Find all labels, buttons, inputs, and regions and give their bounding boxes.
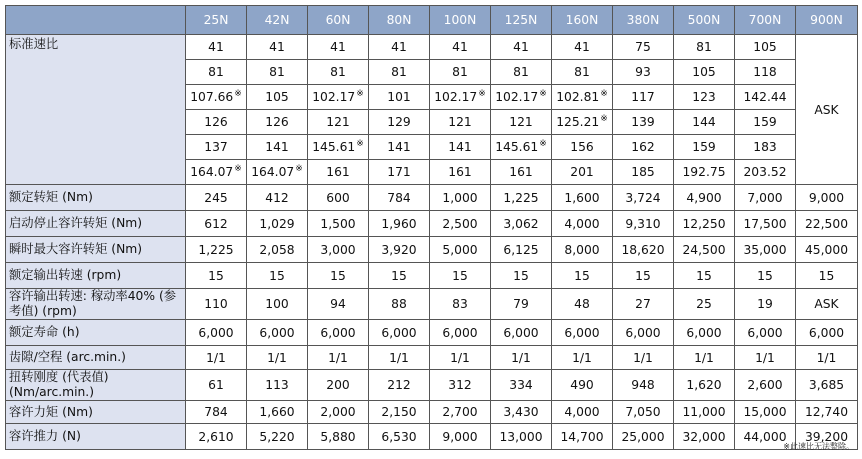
spec-value: 11,000 bbox=[674, 401, 735, 424]
ratio-value: 105 bbox=[265, 90, 289, 104]
spec-value: 48 bbox=[552, 289, 613, 320]
spec-label: 齿隙/空程 (arc.min.) bbox=[6, 346, 186, 370]
spec-value: 784 bbox=[186, 401, 247, 424]
ratio-cell bbox=[308, 85, 369, 110]
header-corner-cell bbox=[6, 6, 186, 35]
ratio-value: 81 bbox=[269, 65, 285, 79]
ratio-cell bbox=[491, 35, 552, 60]
ratio-cell bbox=[247, 110, 308, 135]
spec-value: 6,000 bbox=[491, 320, 552, 346]
ratio-cell bbox=[186, 35, 247, 60]
ratio-value: 41 bbox=[513, 40, 529, 54]
ratio-value: 41 bbox=[574, 40, 590, 54]
spec-value: 2,058 bbox=[247, 237, 308, 263]
ratio-value: 183 bbox=[753, 140, 777, 154]
spec-value: 2,150 bbox=[369, 401, 430, 424]
spec-value: 334 bbox=[491, 370, 552, 401]
ratio-row bbox=[6, 35, 858, 60]
ratio-value: 41 bbox=[269, 40, 285, 54]
spec-value: 9,000 bbox=[430, 424, 491, 450]
spec-value: 17,500 bbox=[735, 211, 796, 237]
ratio-value: 81 bbox=[208, 65, 224, 79]
spec-value: 3,724 bbox=[613, 185, 674, 211]
spec-row bbox=[6, 211, 858, 237]
ratio-value: 41 bbox=[208, 40, 224, 54]
ratio-cell bbox=[369, 160, 430, 185]
spec-value: 61 bbox=[186, 370, 247, 401]
spec-value: 948 bbox=[613, 370, 674, 401]
spec-value: 3,920 bbox=[369, 237, 430, 263]
ratio-cell bbox=[369, 110, 430, 135]
spec-value: 24,500 bbox=[674, 237, 735, 263]
spec-row bbox=[6, 185, 858, 211]
ratio-cell bbox=[552, 160, 613, 185]
spec-value: 312 bbox=[430, 370, 491, 401]
spec-value: 25 bbox=[674, 289, 735, 320]
spec-value: 6,125 bbox=[491, 237, 552, 263]
header-model: 380N bbox=[613, 6, 674, 35]
ratio-cell bbox=[430, 160, 491, 185]
ratio-cell bbox=[552, 60, 613, 85]
spec-value: 12,740 bbox=[796, 401, 858, 424]
spec-value: 1,660 bbox=[247, 401, 308, 424]
ratio-value: 145.61 bbox=[312, 140, 356, 154]
spec-row bbox=[6, 320, 858, 346]
spec-value: 600 bbox=[308, 185, 369, 211]
ratio-cell bbox=[674, 60, 735, 85]
spec-row bbox=[6, 237, 858, 263]
spec-value: 15 bbox=[247, 263, 308, 289]
ratio-value: 164.07 bbox=[190, 165, 234, 179]
spec-value: 2,500 bbox=[430, 211, 491, 237]
ratio-value: 81 bbox=[452, 65, 468, 79]
ratio-cell bbox=[613, 35, 674, 60]
spec-value: 18,620 bbox=[613, 237, 674, 263]
header-model: 60N bbox=[308, 6, 369, 35]
spec-value: 45,000 bbox=[796, 237, 858, 263]
ratio-cell bbox=[674, 35, 735, 60]
ratio-cell bbox=[674, 85, 735, 110]
spec-value: 245 bbox=[186, 185, 247, 211]
spec-value: 5,000 bbox=[430, 237, 491, 263]
ratio-cell bbox=[491, 60, 552, 85]
ratio-cell bbox=[308, 60, 369, 85]
spec-value: 412 bbox=[247, 185, 308, 211]
ratio-value: 203.52 bbox=[743, 165, 787, 179]
ratio-value: 142.44 bbox=[743, 90, 787, 104]
ratio-value: 192.75 bbox=[682, 165, 726, 179]
ratio-value: 75 bbox=[635, 40, 651, 54]
spec-value: 1/1 bbox=[430, 346, 491, 370]
spec-label: 启动停止容许转矩 (Nm) bbox=[6, 211, 186, 237]
spec-value: 6,000 bbox=[674, 320, 735, 346]
spec-label: 容许输出转速: 稼动率40% (参考值) (rpm) bbox=[6, 289, 186, 320]
spec-label: 容许力矩 (Nm) bbox=[6, 401, 186, 424]
spec-table bbox=[5, 5, 858, 450]
ratio-cell bbox=[247, 160, 308, 185]
ratio-cell bbox=[613, 85, 674, 110]
header-model: 700N bbox=[735, 6, 796, 35]
spec-value: 1/1 bbox=[186, 346, 247, 370]
spec-value: 113 bbox=[247, 370, 308, 401]
spec-value: 88 bbox=[369, 289, 430, 320]
spec-value: 2,600 bbox=[735, 370, 796, 401]
spec-value: 212 bbox=[369, 370, 430, 401]
indivisible-mark: ※ bbox=[478, 89, 486, 99]
spec-row bbox=[6, 401, 858, 424]
ratio-cell bbox=[735, 35, 796, 60]
ratio-value: 121 bbox=[326, 115, 350, 129]
ratio-cell bbox=[186, 160, 247, 185]
ratio-value: 118 bbox=[753, 65, 777, 79]
spec-value: 2,700 bbox=[430, 401, 491, 424]
ratio-cell bbox=[491, 160, 552, 185]
ratio-cell bbox=[369, 60, 430, 85]
ratio-value: 93 bbox=[635, 65, 651, 79]
ratio-value: 161 bbox=[326, 165, 350, 179]
indivisible-mark: ※ bbox=[356, 139, 364, 149]
spec-value: 110 bbox=[186, 289, 247, 320]
spec-value: 94 bbox=[308, 289, 369, 320]
ratio-value: 141 bbox=[448, 140, 472, 154]
ratio-value: 145.61 bbox=[495, 140, 539, 154]
spec-label: 额定转矩 (Nm) bbox=[6, 185, 186, 211]
header-model: 900N bbox=[796, 6, 858, 35]
ratio-cell bbox=[369, 85, 430, 110]
spec-value: 1,225 bbox=[491, 185, 552, 211]
ratio-value: 123 bbox=[692, 90, 716, 104]
ratio-value: 164.07 bbox=[251, 165, 295, 179]
spec-value: 13,000 bbox=[491, 424, 552, 450]
header-row bbox=[6, 6, 858, 35]
ratio-cell bbox=[735, 60, 796, 85]
spec-label: 容许推力 (N) bbox=[6, 424, 186, 450]
ratio-cell bbox=[186, 85, 247, 110]
indivisible-mark: ※ bbox=[539, 139, 547, 149]
spec-value: 27 bbox=[613, 289, 674, 320]
ratio-cell bbox=[735, 135, 796, 160]
ratio-cell bbox=[308, 160, 369, 185]
ratio-label: 标准速比 bbox=[6, 35, 186, 185]
spec-value: 1/1 bbox=[491, 346, 552, 370]
spec-value: 4,000 bbox=[552, 211, 613, 237]
spec-row bbox=[6, 346, 858, 370]
ratio-value: 141 bbox=[387, 140, 411, 154]
spec-value: 6,000 bbox=[369, 320, 430, 346]
spec-value: 25,000 bbox=[613, 424, 674, 450]
spec-value: 490 bbox=[552, 370, 613, 401]
spec-value: 15 bbox=[674, 263, 735, 289]
spec-value: 5,880 bbox=[308, 424, 369, 450]
spec-value: 15 bbox=[735, 263, 796, 289]
spec-value: 3,430 bbox=[491, 401, 552, 424]
spec-value: 15,000 bbox=[735, 401, 796, 424]
header-model: 160N bbox=[552, 6, 613, 35]
ratio-cell bbox=[430, 110, 491, 135]
spec-value: 4,000 bbox=[552, 401, 613, 424]
ratio-value: 102.17 bbox=[312, 90, 356, 104]
spec-value: 200 bbox=[308, 370, 369, 401]
ratio-value: 126 bbox=[265, 115, 289, 129]
spec-value: 6,000 bbox=[186, 320, 247, 346]
indivisible-mark: ※ bbox=[356, 89, 364, 99]
ratio-value: 161 bbox=[509, 165, 533, 179]
spec-value: 15 bbox=[491, 263, 552, 289]
ratio-value: 102.17 bbox=[434, 90, 478, 104]
ratio-ask-cell: ASK bbox=[796, 35, 858, 185]
ratio-value: 121 bbox=[509, 115, 533, 129]
ratio-cell bbox=[308, 110, 369, 135]
ratio-value: 41 bbox=[391, 40, 407, 54]
ratio-cell bbox=[552, 110, 613, 135]
ratio-value: 141 bbox=[265, 140, 289, 154]
spec-value: 1,600 bbox=[552, 185, 613, 211]
spec-value: 19 bbox=[735, 289, 796, 320]
ratio-value: 159 bbox=[692, 140, 716, 154]
ratio-value: 81 bbox=[574, 65, 590, 79]
footnote: ※此速比无法整除。 bbox=[783, 442, 854, 451]
spec-value: 6,000 bbox=[247, 320, 308, 346]
indivisible-mark: ※ bbox=[234, 164, 242, 174]
spec-value: 6,000 bbox=[552, 320, 613, 346]
spec-value: 100 bbox=[247, 289, 308, 320]
ratio-value: 81 bbox=[513, 65, 529, 79]
ratio-value: 117 bbox=[631, 90, 655, 104]
spec-value: 44,000 bbox=[735, 424, 796, 450]
spec-value: 6,000 bbox=[308, 320, 369, 346]
header-model: 100N bbox=[430, 6, 491, 35]
ratio-value: 105 bbox=[692, 65, 716, 79]
ratio-value: 101 bbox=[387, 90, 411, 104]
spec-value: 1/1 bbox=[369, 346, 430, 370]
ratio-cell bbox=[491, 85, 552, 110]
header-model: 42N bbox=[247, 6, 308, 35]
ratio-cell bbox=[186, 60, 247, 85]
spec-value: 15 bbox=[613, 263, 674, 289]
ratio-cell bbox=[674, 135, 735, 160]
ratio-value: 126 bbox=[204, 115, 228, 129]
ratio-value: 156 bbox=[570, 140, 594, 154]
ratio-cell bbox=[735, 110, 796, 135]
ratio-section bbox=[6, 35, 858, 185]
spec-value: 9,000 bbox=[796, 185, 858, 211]
spec-value: 32,000 bbox=[674, 424, 735, 450]
ratio-value: 139 bbox=[631, 115, 655, 129]
ratio-cell bbox=[247, 135, 308, 160]
ratio-value: 81 bbox=[696, 40, 712, 54]
ratio-cell bbox=[674, 110, 735, 135]
spec-value: 39,200 bbox=[796, 424, 858, 450]
ratio-cell bbox=[735, 160, 796, 185]
indivisible-mark: ※ bbox=[295, 164, 303, 174]
spec-value: 15 bbox=[369, 263, 430, 289]
indivisible-mark: ※ bbox=[600, 89, 608, 99]
ratio-value: 137 bbox=[204, 140, 228, 154]
spec-value: 1/1 bbox=[796, 346, 858, 370]
ratio-cell bbox=[247, 35, 308, 60]
spec-value: 1,029 bbox=[247, 211, 308, 237]
spec-value: 4,900 bbox=[674, 185, 735, 211]
spec-value: 1/1 bbox=[308, 346, 369, 370]
ratio-value: 41 bbox=[330, 40, 346, 54]
spec-value: 12,250 bbox=[674, 211, 735, 237]
header-model: 80N bbox=[369, 6, 430, 35]
ratio-value: 121 bbox=[448, 115, 472, 129]
ratio-cell bbox=[186, 135, 247, 160]
header-model: 25N bbox=[186, 6, 247, 35]
spec-value: 3,000 bbox=[308, 237, 369, 263]
ratio-cell bbox=[186, 110, 247, 135]
spec-value: 1/1 bbox=[613, 346, 674, 370]
spec-value: 1,960 bbox=[369, 211, 430, 237]
spec-value: 15 bbox=[552, 263, 613, 289]
ratio-value: 171 bbox=[387, 165, 411, 179]
spec-value: 7,000 bbox=[735, 185, 796, 211]
spec-value: 15 bbox=[430, 263, 491, 289]
ratio-cell bbox=[613, 60, 674, 85]
spec-row bbox=[6, 424, 858, 450]
spec-value: ASK bbox=[796, 289, 858, 320]
ratio-cell bbox=[552, 135, 613, 160]
spec-value: 784 bbox=[369, 185, 430, 211]
spec-value: 14,700 bbox=[552, 424, 613, 450]
ratio-value: 81 bbox=[391, 65, 407, 79]
spec-value: 8,000 bbox=[552, 237, 613, 263]
ratio-value: 162 bbox=[631, 140, 655, 154]
spec-value: 22,500 bbox=[796, 211, 858, 237]
spec-label: 扭转刚度 (代表值) (Nm/arc.min.) bbox=[6, 370, 186, 401]
ratio-cell bbox=[247, 60, 308, 85]
spec-value: 15 bbox=[186, 263, 247, 289]
spec-label: 额定输出转速 (rpm) bbox=[6, 263, 186, 289]
spec-value: 15 bbox=[308, 263, 369, 289]
ratio-value: 125.21 bbox=[556, 115, 600, 129]
indivisible-mark: ※ bbox=[600, 114, 608, 124]
ratio-cell bbox=[430, 85, 491, 110]
spec-value: 3,062 bbox=[491, 211, 552, 237]
spec-value: 7,050 bbox=[613, 401, 674, 424]
spec-value: 1/1 bbox=[674, 346, 735, 370]
header-model: 125N bbox=[491, 6, 552, 35]
ratio-value: 41 bbox=[452, 40, 468, 54]
ratio-cell bbox=[613, 135, 674, 160]
ratio-cell bbox=[430, 60, 491, 85]
ratio-cell bbox=[369, 35, 430, 60]
ratio-cell bbox=[430, 35, 491, 60]
ratio-value: 107.66 bbox=[190, 90, 234, 104]
spec-value: 612 bbox=[186, 211, 247, 237]
ratio-value: 201 bbox=[570, 165, 594, 179]
spec-value: 6,000 bbox=[735, 320, 796, 346]
header-model: 500N bbox=[674, 6, 735, 35]
ratio-value: 105 bbox=[753, 40, 777, 54]
ratio-cell bbox=[430, 135, 491, 160]
ratio-cell bbox=[552, 85, 613, 110]
spec-value: 6,000 bbox=[613, 320, 674, 346]
ratio-value: 81 bbox=[330, 65, 346, 79]
spec-value: 1,500 bbox=[308, 211, 369, 237]
ratio-cell bbox=[308, 135, 369, 160]
indivisible-mark: ※ bbox=[539, 89, 547, 99]
spec-value: 9,310 bbox=[613, 211, 674, 237]
ratio-value: 102.17 bbox=[495, 90, 539, 104]
ratio-value: 144 bbox=[692, 115, 716, 129]
spec-value: 1/1 bbox=[552, 346, 613, 370]
spec-row bbox=[6, 289, 858, 320]
spec-value: 1/1 bbox=[735, 346, 796, 370]
spec-value: 35,000 bbox=[735, 237, 796, 263]
ratio-cell bbox=[735, 85, 796, 110]
ratio-cell bbox=[613, 110, 674, 135]
ratio-value: 129 bbox=[387, 115, 411, 129]
spec-row bbox=[6, 370, 858, 401]
ratio-value: 161 bbox=[448, 165, 472, 179]
ratio-cell bbox=[552, 35, 613, 60]
spec-label: 额定寿命 (h) bbox=[6, 320, 186, 346]
spec-value: 1,620 bbox=[674, 370, 735, 401]
ratio-cell bbox=[247, 85, 308, 110]
spec-value: 6,000 bbox=[430, 320, 491, 346]
ratio-cell bbox=[308, 35, 369, 60]
spec-value: 5,220 bbox=[247, 424, 308, 450]
spec-value: 79 bbox=[491, 289, 552, 320]
spec-row bbox=[6, 263, 858, 289]
ratio-cell bbox=[369, 135, 430, 160]
spec-value: 6,000 bbox=[796, 320, 858, 346]
spec-value: 15 bbox=[796, 263, 858, 289]
ratio-value: 185 bbox=[631, 165, 655, 179]
spec-value: 2,610 bbox=[186, 424, 247, 450]
spec-value: 1,225 bbox=[186, 237, 247, 263]
spec-section bbox=[6, 185, 858, 450]
spec-value: 1/1 bbox=[247, 346, 308, 370]
ratio-cell bbox=[491, 135, 552, 160]
spec-value: 1,000 bbox=[430, 185, 491, 211]
spec-label: 瞬时最大容许转矩 (Nm) bbox=[6, 237, 186, 263]
ratio-cell bbox=[491, 110, 552, 135]
ratio-cell bbox=[613, 160, 674, 185]
ratio-cell bbox=[674, 160, 735, 185]
spec-value: 83 bbox=[430, 289, 491, 320]
spec-value: 3,685 bbox=[796, 370, 858, 401]
spec-value: 6,530 bbox=[369, 424, 430, 450]
spec-value: 2,000 bbox=[308, 401, 369, 424]
indivisible-mark: ※ bbox=[234, 89, 242, 99]
ratio-value: 159 bbox=[753, 115, 777, 129]
ratio-value: 102.81 bbox=[556, 90, 600, 104]
